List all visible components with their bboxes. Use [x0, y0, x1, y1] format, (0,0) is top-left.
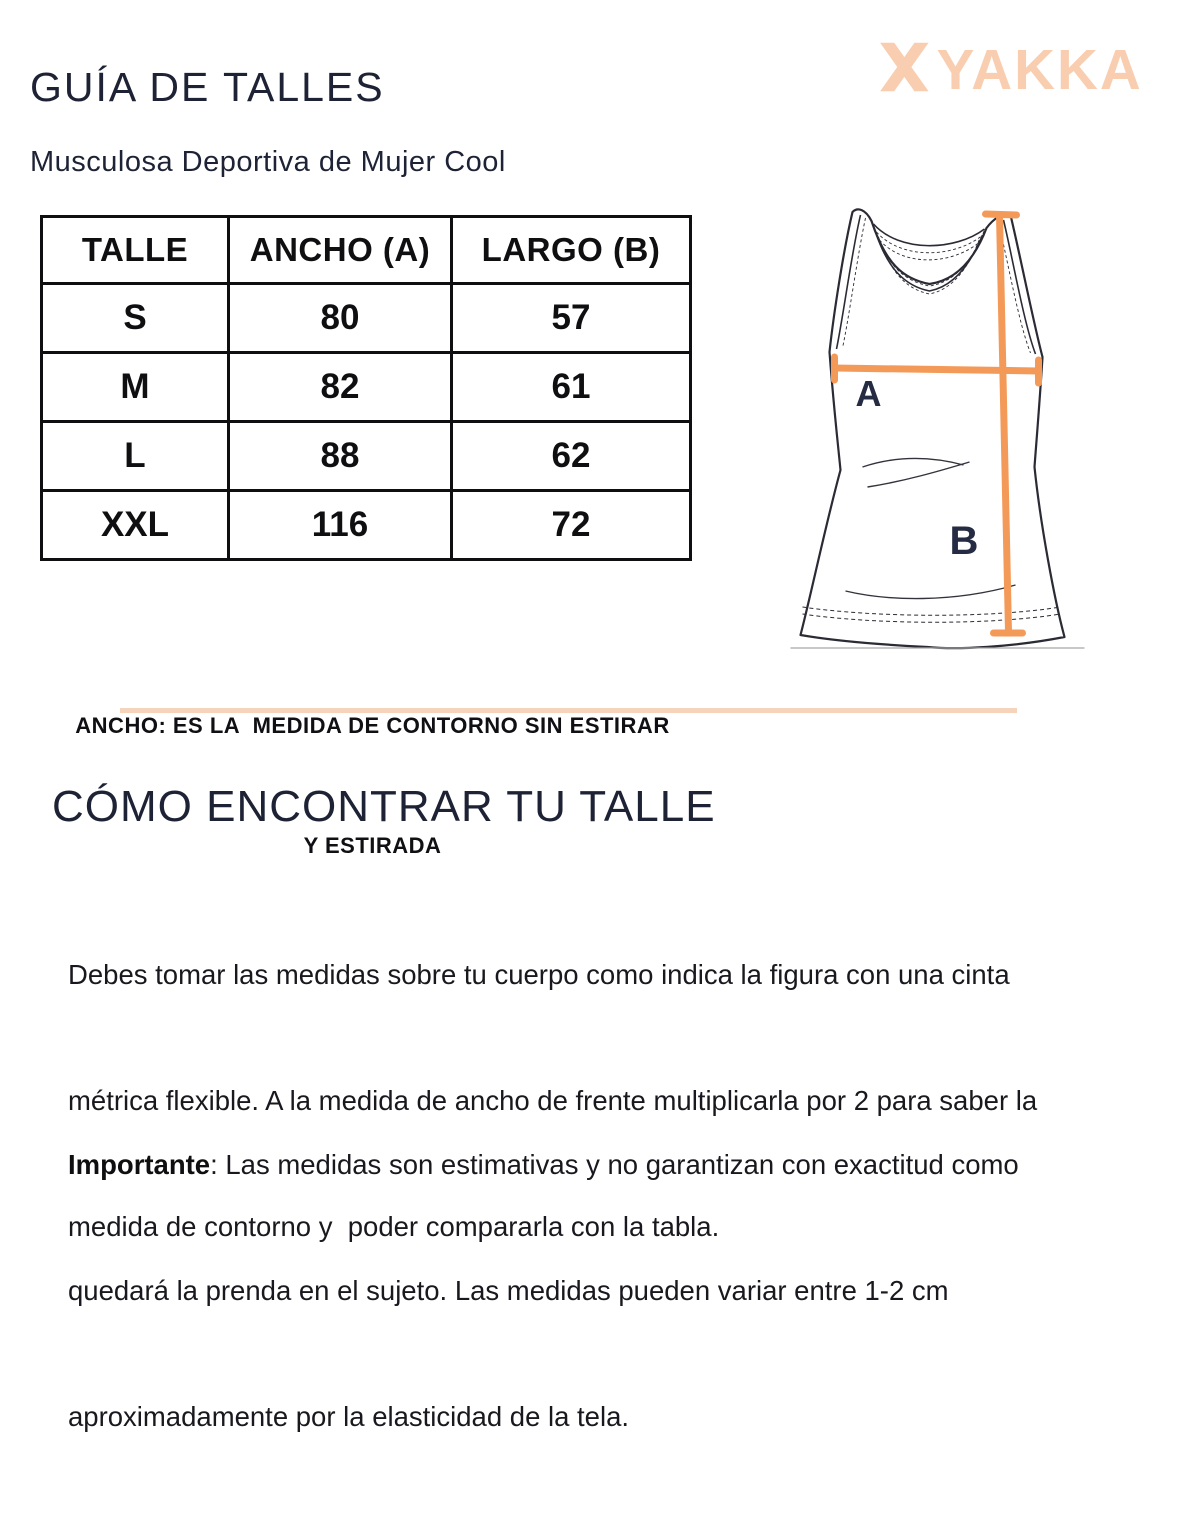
howto-paragraph-line1: Debes tomar las medidas sobre tu cuerpo como indica la figura con una cinta	[68, 959, 1010, 990]
measure-label-a: A	[855, 373, 882, 414]
section-divider	[120, 708, 1017, 713]
logo-wordmark: YAKKA	[936, 38, 1143, 102]
measure-label-b: B	[949, 519, 979, 563]
important-paragraph	[68, 1060, 1019, 1522]
table-cell-largo: 72	[452, 491, 691, 560]
tank-outline	[801, 209, 1065, 648]
table-cell-size: S	[42, 284, 229, 353]
column-header-talle: TALLE	[42, 217, 229, 284]
brand-logo	[872, 34, 1167, 100]
howto-title: CÓMO ENCONTRAR TU TALLE	[52, 782, 716, 831]
table-cell-ancho: 88	[229, 422, 452, 491]
table-header-row	[42, 217, 691, 284]
table-row	[42, 353, 691, 422]
table-cell-largo: 57	[452, 284, 691, 353]
important-paragraph-line2: quedará la prenda en el sujeto. Las medidas pueden variar entre 1-2 cm	[68, 1275, 949, 1306]
table-row	[42, 422, 691, 491]
tank-top-illustration	[785, 195, 1090, 665]
howto-paragraph-line3: medida de contorno y poder compararla con la tabla.	[68, 1211, 720, 1242]
size-table	[40, 215, 692, 561]
table-row	[42, 284, 691, 353]
table-cell-ancho: 80	[229, 284, 452, 353]
howto-paragraph-line2: métrica flexible. A la medida de ancho de frente multiplicarla por 2 para saber la	[68, 1085, 1038, 1116]
table-cell-size: M	[42, 353, 229, 422]
important-paragraph-line1	[68, 1144, 1019, 1186]
important-rest: : Las medidas son estimativas y no garantizan con exactitud como	[210, 1149, 1019, 1180]
important-paragraph-line3: aproximadamente por la elasticidad de la tela.	[68, 1401, 630, 1432]
page-title: GUÍA DE TALLES	[30, 64, 385, 110]
table-cell-ancho: 116	[229, 491, 452, 560]
ancho-note-line1: ANCHO: ES LA MEDIDA DE CONTORNO SIN ESTIRAR	[75, 713, 670, 738]
important-label: Importante	[68, 1149, 211, 1180]
table-cell-ancho: 82	[229, 353, 452, 422]
table-cell-largo: 61	[452, 353, 691, 422]
column-header-ancho: ANCHO (A)	[229, 217, 452, 284]
table-cell-size: L	[42, 422, 229, 491]
table-row	[42, 491, 691, 560]
table-cell-size: XXL	[42, 491, 229, 560]
product-name: Musculosa Deportiva de Mujer Cool	[30, 146, 506, 178]
ancho-note-line2: Y ESTIRADA	[303, 833, 442, 858]
table-cell-largo: 62	[452, 422, 691, 491]
logo-x-icon	[880, 43, 928, 91]
column-header-largo: LARGO (B)	[452, 217, 691, 284]
